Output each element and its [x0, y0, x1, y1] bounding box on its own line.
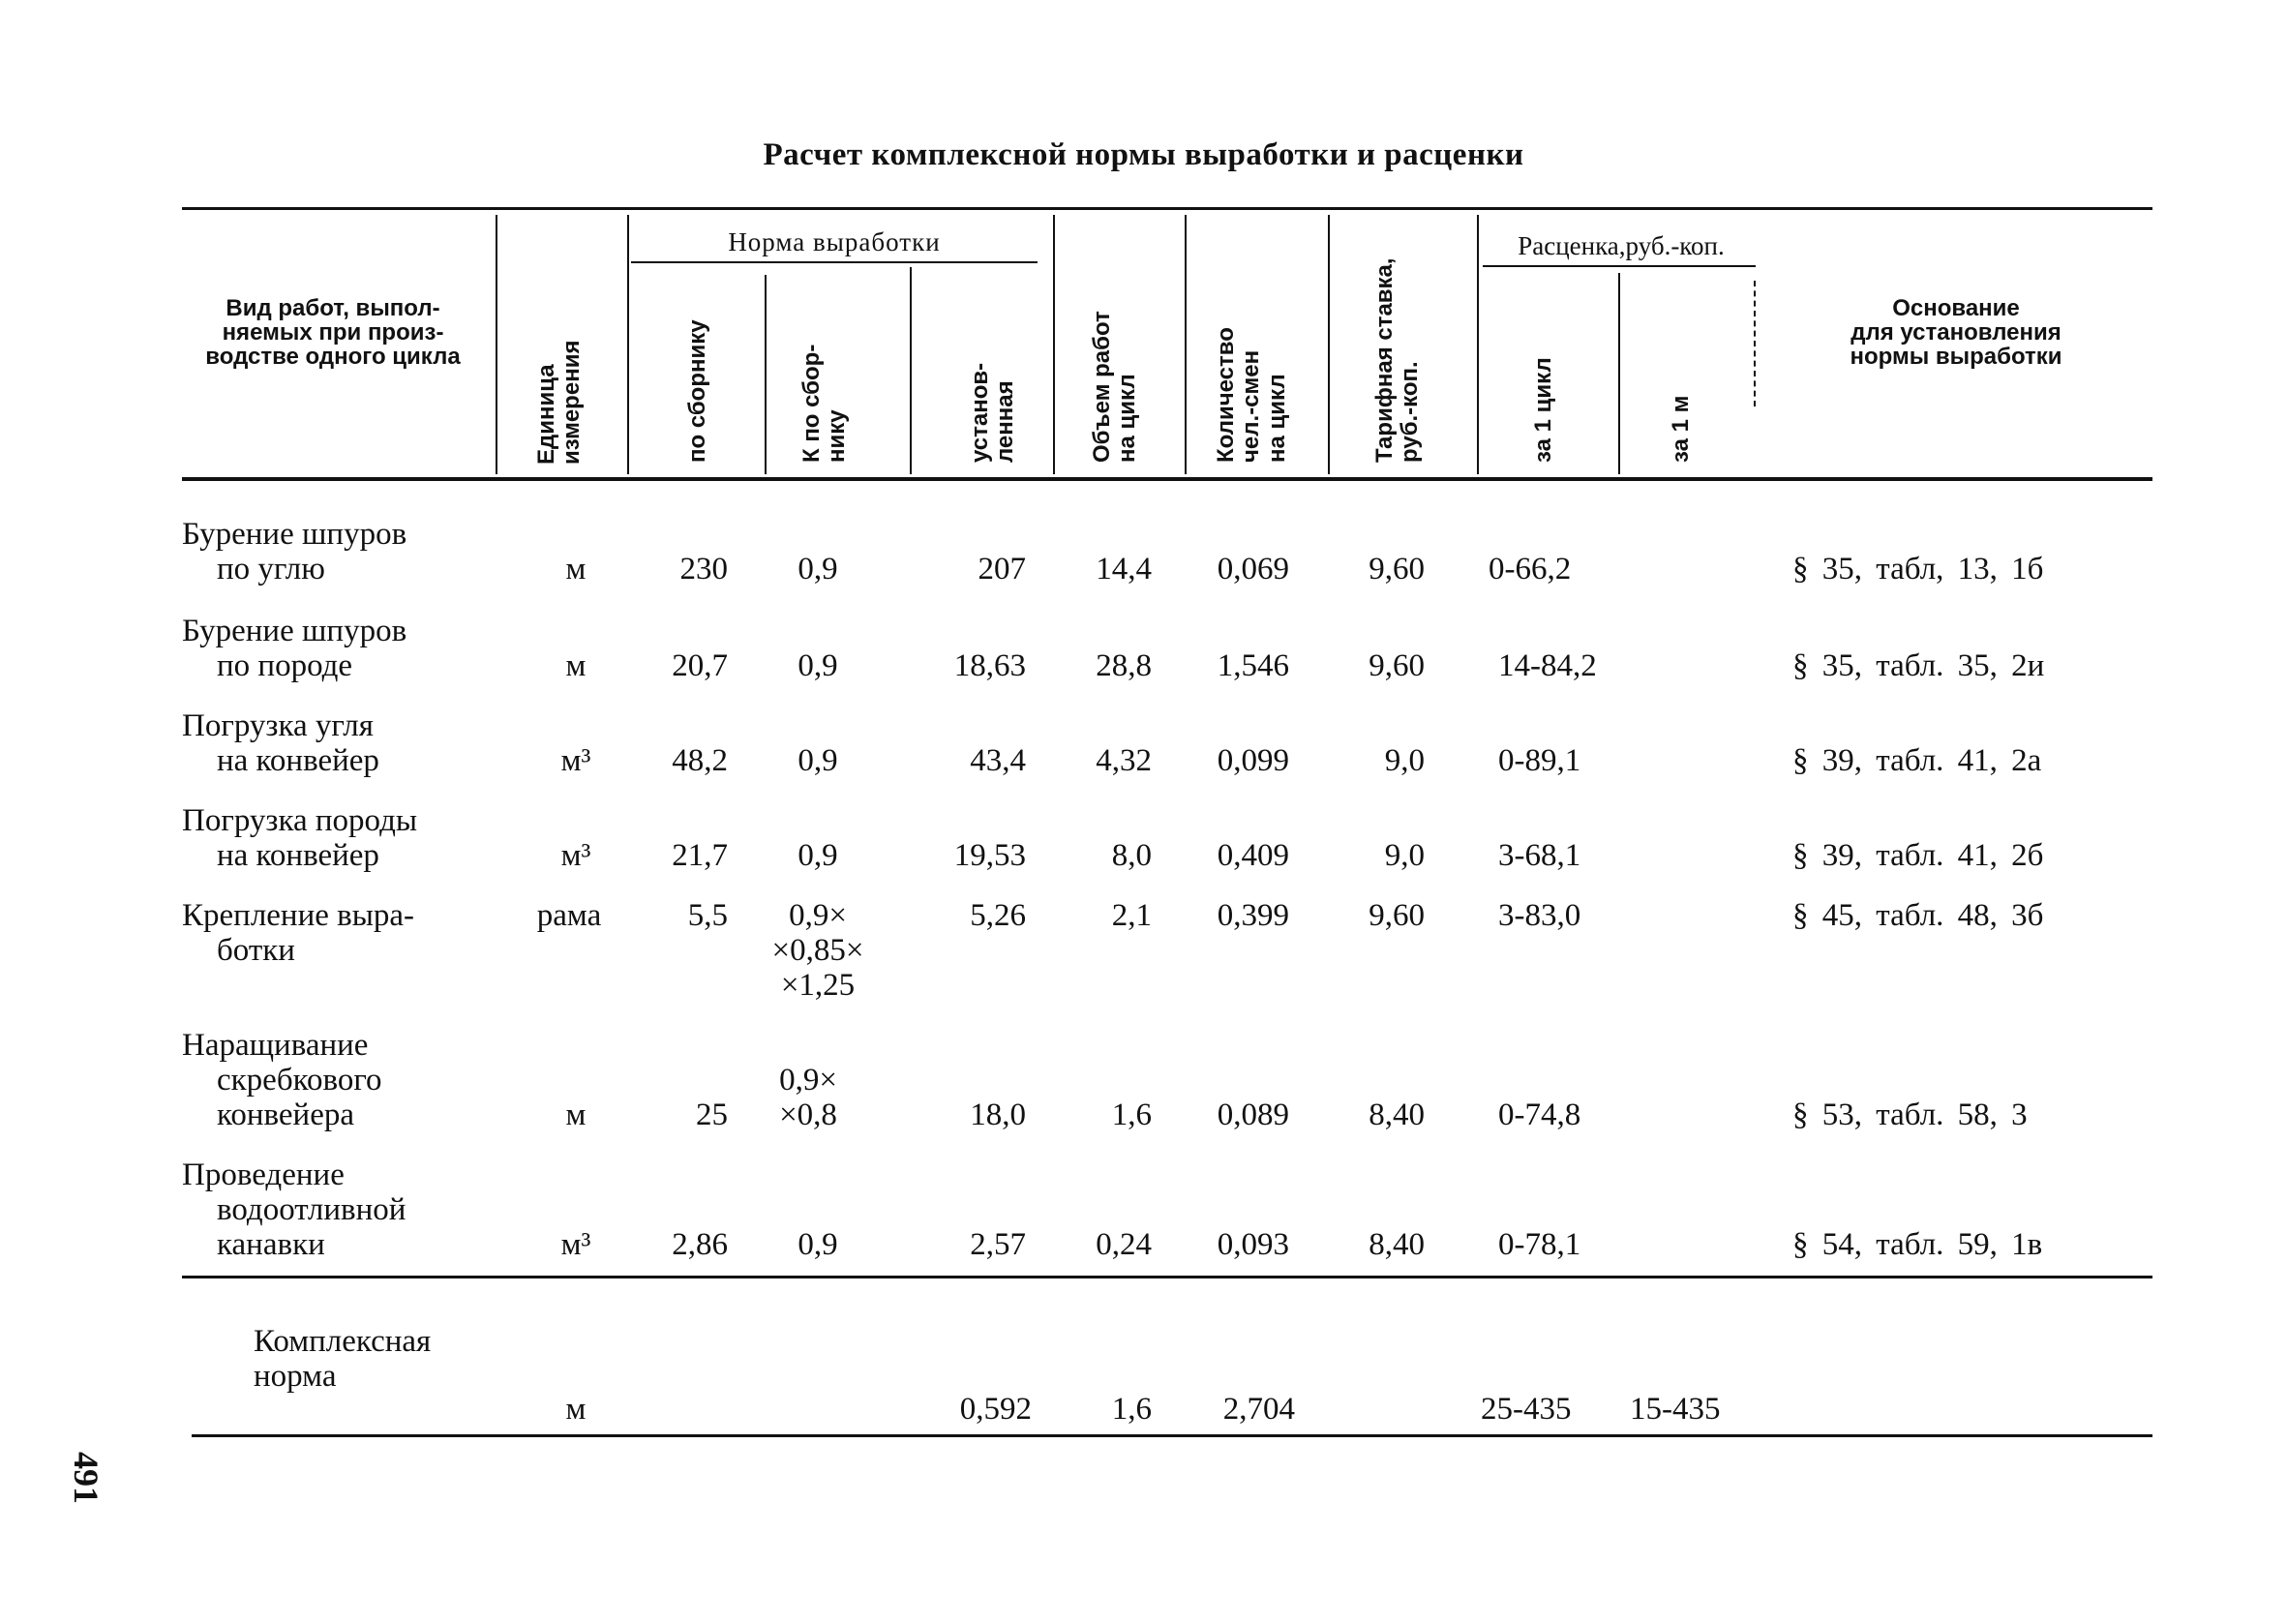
cell-k: 0,9× ×0,85× ×1,25 — [771, 898, 864, 1003]
cell-k: 0,9× ×0,8 — [779, 1063, 837, 1132]
col-divider-dashed — [1754, 281, 1756, 406]
header-per-cycle: за 1 цикл — [1530, 357, 1556, 463]
cell-tariff: 9,0 — [1384, 743, 1425, 778]
cell-unit: м³ — [560, 838, 591, 873]
header-basis: Основание для установления нормы выработки — [1850, 295, 2062, 371]
cell-man-shifts: 0,099 — [1217, 743, 1289, 778]
cell-volume: 28,8 — [1096, 648, 1152, 683]
cell-norm: 21,7 — [672, 838, 728, 873]
cell-norm: 2,86 — [672, 1227, 728, 1262]
cell-rate-cycle: 14-84,2 — [1498, 648, 1597, 683]
cell-tariff: 9,0 — [1384, 838, 1425, 873]
cell-k: 0,9 — [797, 552, 838, 586]
cell-unit: м — [565, 552, 587, 586]
cell-norm: 25 — [696, 1098, 728, 1132]
col-divider — [1328, 215, 1330, 474]
cell-norm: 48,2 — [672, 743, 728, 778]
cell-man-shifts: 1,546 — [1217, 648, 1289, 683]
cell-unit: рама — [536, 898, 602, 933]
cell-basis: § 39, табл. 41, 2б — [1792, 838, 2044, 873]
cell-established: 2,57 — [970, 1227, 1026, 1262]
total-volume: 1,6 — [1111, 1392, 1152, 1427]
cell-man-shifts: 0,409 — [1217, 838, 1289, 873]
table-header-bottom-rule — [182, 477, 2152, 481]
cell-basis: § 35, табл. 35, 2и — [1792, 648, 2045, 683]
col-divider — [627, 215, 629, 474]
cell-man-shifts: 0,069 — [1217, 552, 1289, 586]
cell-tariff: 8,40 — [1369, 1227, 1425, 1262]
cell-established: 18,0 — [970, 1098, 1026, 1132]
header-volume: Объем работ на цикл — [1089, 311, 1141, 463]
cell-rate-cycle: 0-89,1 — [1498, 743, 1581, 778]
cell-basis: § 53, табл. 58, 3 — [1792, 1098, 2028, 1132]
table-row-work-name: Крепление выра- ботки — [182, 898, 415, 968]
cell-volume: 4,32 — [1096, 743, 1152, 778]
cell-unit: м³ — [560, 743, 591, 778]
col-divider — [1185, 215, 1187, 474]
cell-rate-cycle: 3-68,1 — [1498, 838, 1581, 873]
header-per-m: за 1 м — [1668, 395, 1694, 463]
total-unit: м — [565, 1392, 587, 1427]
col-divider — [910, 267, 912, 474]
cell-volume: 14,4 — [1096, 552, 1152, 586]
table-body-bottom-rule — [182, 1276, 2152, 1278]
cell-unit: м — [565, 1098, 587, 1132]
table-row-work-name: Наращивание скребкового конвейера — [182, 1028, 382, 1132]
cell-established: 207 — [978, 552, 1026, 586]
col-divider — [1053, 215, 1055, 474]
header-unit: Единица измерения — [533, 340, 586, 465]
col-divider — [1477, 215, 1479, 474]
header-tariff: Тарифная ставка, руб.-коп. — [1371, 257, 1424, 463]
cell-basis: § 39, табл. 41, 2а — [1792, 743, 2042, 778]
header-man-shifts: Количество чел.-смен на цикл — [1213, 327, 1290, 463]
cell-volume: 0,24 — [1096, 1227, 1152, 1262]
table-row-work-name: Бурение шпуров по породе — [182, 614, 407, 683]
table-row-work-name: Погрузка угля на конвейер — [182, 708, 379, 778]
cell-tariff: 9,60 — [1369, 648, 1425, 683]
cell-norm: 5,5 — [687, 898, 728, 933]
cell-norm: 230 — [679, 552, 728, 586]
cell-volume: 1,6 — [1111, 1098, 1152, 1132]
header-established: установ- ленная — [967, 362, 1019, 463]
cell-rate-cycle: 0-74,8 — [1498, 1098, 1581, 1132]
col-divider — [496, 215, 497, 474]
header-norm-collection: по сборнику — [684, 319, 710, 463]
cell-tariff: 9,60 — [1369, 552, 1425, 586]
cell-volume: 2,1 — [1111, 898, 1152, 933]
header-k-collection: К по сбор- нику — [798, 344, 851, 463]
cell-rate-cycle: 3-83,0 — [1498, 898, 1581, 933]
rate-group-underline — [1483, 265, 1756, 267]
cell-established: 18,63 — [953, 648, 1026, 683]
cell-rate-cycle: 0-66,2 — [1489, 552, 1572, 586]
cell-unit: м — [565, 648, 587, 683]
cell-basis: § 54, табл. 59, 1в — [1792, 1227, 2043, 1262]
header-work-type: Вид работ, выпол- няемых при произ- водстве одного цикла — [205, 295, 461, 371]
header-rate-group: Расценка,руб.-коп. — [1518, 231, 1725, 260]
table-row-work-name: Бурение шпуров по углю — [182, 517, 407, 586]
cell-man-shifts: 0,093 — [1217, 1227, 1289, 1262]
cell-k: 0,9 — [797, 648, 838, 683]
col-divider — [1618, 273, 1620, 474]
page-number: 491 — [67, 1452, 105, 1504]
table-total-bottom-rule — [192, 1434, 2152, 1437]
cell-tariff: 9,60 — [1369, 898, 1425, 933]
table-row-work-name: Погрузка породы на конвейер — [182, 803, 418, 873]
table-row-work-name: Проведение водоотливной канавки — [182, 1158, 406, 1262]
cell-rate-cycle: 0-78,1 — [1498, 1227, 1581, 1262]
cell-unit: м³ — [560, 1227, 591, 1262]
cell-man-shifts: 0,399 — [1217, 898, 1289, 933]
col-divider — [765, 275, 767, 474]
cell-k: 0,9 — [797, 838, 838, 873]
header-norm-group: Норма выработки — [728, 227, 941, 256]
page-title: Расчет комплексной нормы выработки и расценки — [763, 137, 1524, 172]
cell-basis: § 45, табл. 48, 3б — [1792, 898, 2044, 933]
cell-established: 19,53 — [953, 838, 1026, 873]
total-row-name: Комплексная норма — [254, 1324, 432, 1394]
cell-norm: 20,7 — [672, 648, 728, 683]
total-rate-m: 15-435 — [1630, 1392, 1721, 1427]
norm-group-underline — [631, 261, 1038, 263]
cell-established: 5,26 — [970, 898, 1026, 933]
cell-k: 0,9 — [797, 743, 838, 778]
total-man-shifts: 2,704 — [1222, 1392, 1295, 1427]
cell-basis: § 35, табл, 13, 1б — [1792, 552, 2044, 586]
cell-tariff: 8,40 — [1369, 1098, 1425, 1132]
cell-man-shifts: 0,089 — [1217, 1098, 1289, 1132]
cell-established: 43,4 — [970, 743, 1026, 778]
table-top-rule — [182, 207, 2152, 210]
total-established: 0,592 — [959, 1392, 1032, 1427]
cell-k: 0,9 — [797, 1227, 838, 1262]
total-rate-cycle: 25-435 — [1481, 1392, 1572, 1427]
cell-volume: 8,0 — [1111, 838, 1152, 873]
